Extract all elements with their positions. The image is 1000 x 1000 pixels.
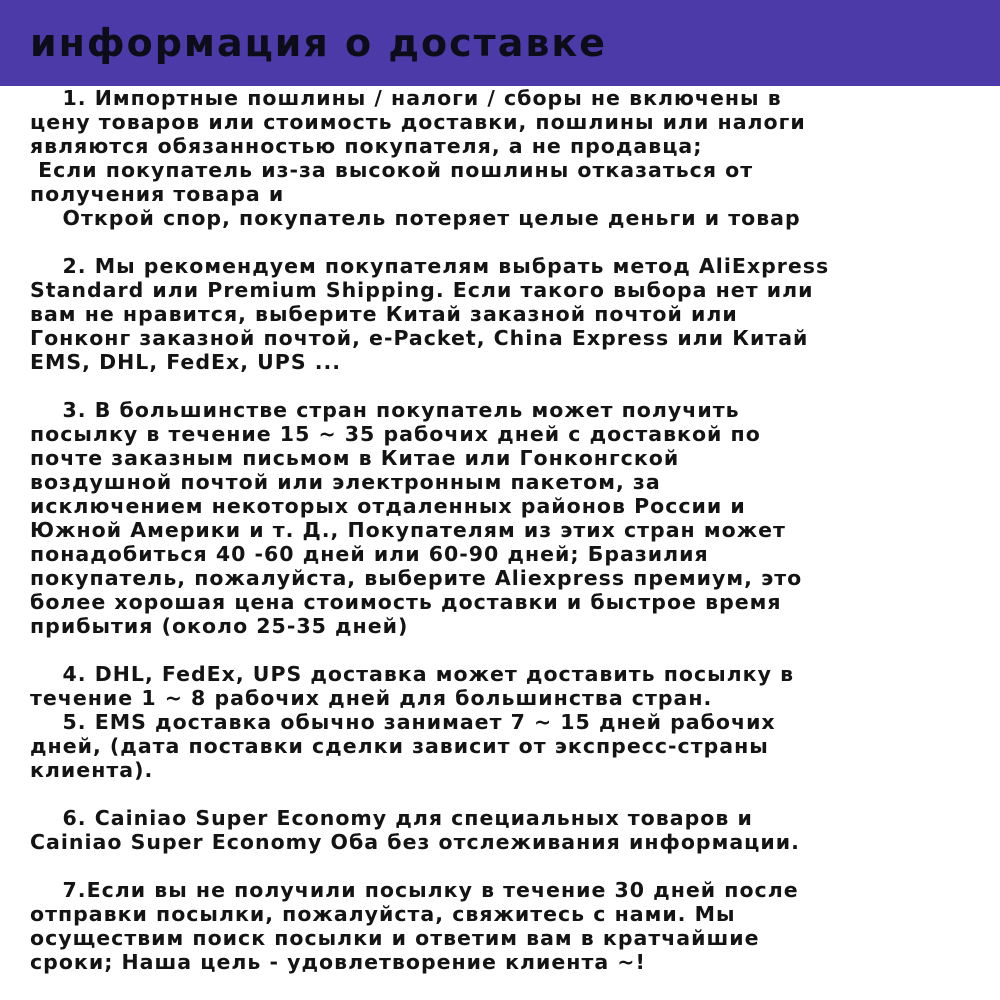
text-line: сроки; Наша цель - удовлетворение клиента ~! — [30, 950, 646, 974]
paragraph-gap — [30, 374, 990, 398]
paragraph-gap — [30, 854, 990, 878]
text-line: EMS, DHL, FedEx, UPS ... — [30, 350, 342, 374]
text-line: 3. В большинстве стран покупатель может получить — [30, 398, 740, 422]
text-line: отправки посылки, пожалуйста, свяжитесь с нами. Мы — [30, 902, 736, 926]
text-line: вам не нравится, выберите Китай заказной почтой или — [30, 302, 738, 326]
text-line: клиента). — [30, 758, 154, 782]
text-line: исключением некоторых отдаленных районов России и — [30, 494, 746, 518]
text-line: 6. Cainiao Super Economy для специальных товаров и — [30, 806, 753, 830]
text-line: цену товаров или стоимость доставки, пошлины или налоги — [30, 110, 806, 134]
text-line: Cainiao Super Economy Оба без отслеживания информации. — [30, 830, 800, 854]
paragraph-gap — [30, 782, 990, 806]
text-line: посылку в течение 15 ~ 35 рабочих дней с доставкой по — [30, 422, 761, 446]
text-line: являются обязанностью покупателя, а не продавца; — [30, 134, 703, 158]
text-line: 4. DHL, FedEx, UPS доставка может доставить посылку в — [30, 662, 795, 686]
text-line: течение 1 ~ 8 рабочих дней для большинства стран. — [30, 686, 713, 710]
text-line: Открой спор, покупатель потеряет целые деньги и товар — [30, 206, 801, 230]
text-line: 1. Импортные пошлины / налоги / сборы не включены в — [30, 86, 782, 110]
text-line: более хорошая цена стоимость доставки и быстрое время — [30, 590, 782, 614]
text-line: 2. Мы рекомендуем покупателям выбрать метод AliExpress — [30, 254, 830, 278]
text-line: Гонконг заказной почтой, e-Packet, China Express или Китай — [30, 326, 809, 350]
text-line: Standard или Premium Shipping. Если такого выбора нет или — [30, 278, 814, 302]
header-bar — [0, 0, 1000, 86]
text-line: прибытия (около 25-35 дней) — [30, 614, 409, 638]
paragraph-gap — [30, 230, 990, 254]
text-line: осуществим поиск посылки и ответим вам в кратчайшие — [30, 926, 760, 950]
paragraph-gap — [30, 638, 990, 662]
text-line: почте заказным письмом в Китае или Гонконгской — [30, 446, 680, 470]
text-line: Южной Америки и т. Д., Покупателям из этих стран может — [30, 518, 786, 542]
text-line: понадобиться 40 -60 дней или 60-90 дней; Бразилия — [30, 542, 709, 566]
text-line: дней, (дата поставки сделки зависит от экспресс-страны — [30, 734, 769, 758]
text-line: воздушной почтой или электронным пакетом, за — [30, 470, 661, 494]
page-title: информация о доставке — [30, 21, 607, 65]
text-line: получения товара и — [30, 182, 285, 206]
text-line: покупатель, пожалуйста, выберите Aliexpress премиум, это — [30, 566, 803, 590]
text-line: 7.Если вы не получили посылку в течение 30 дней после — [30, 878, 799, 902]
delivery-info-text — [30, 86, 990, 974]
text-line: Если покупатель из-за высокой пошлины отказаться от — [30, 158, 754, 182]
text-line: 5. EMS доставка обычно занимает 7 ~ 15 дней рабочих — [30, 710, 776, 734]
